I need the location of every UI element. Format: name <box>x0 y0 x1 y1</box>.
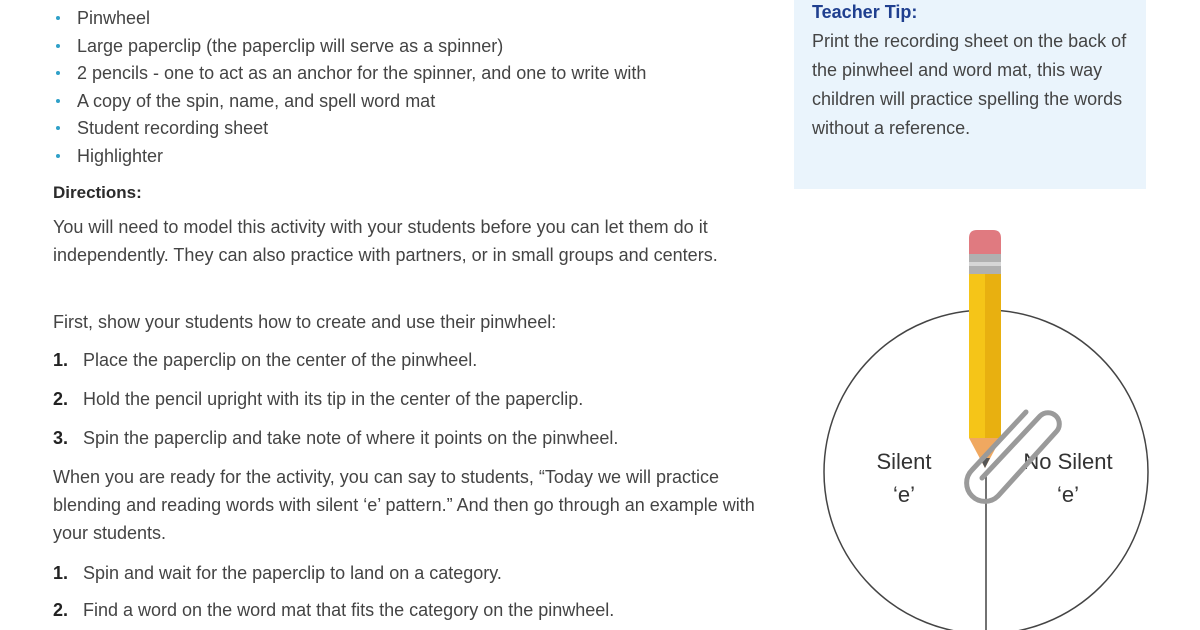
silent-e-label: Silent <box>876 449 932 474</box>
list-item: Student recording sheet <box>53 115 646 143</box>
silent-e-label-e: ‘e’ <box>892 482 916 507</box>
list-item: 2 pencils - one to act as an anchor for the spinner, and one to write with <box>53 60 646 88</box>
directions-ready: When you are ready for the activity, you can say to students, “Today we will practice blending and reading words with silent ‘e’ pattern.” And then go through an example with your students. <box>53 467 755 543</box>
bullet-icon <box>56 44 60 48</box>
bullet-icon <box>56 154 60 158</box>
pencil-icon <box>969 230 1001 468</box>
teacher-tip-box <box>794 0 1146 189</box>
bullet-icon <box>56 99 60 103</box>
bullet-icon <box>56 71 60 75</box>
list-item: Large paperclip (the paperclip will serve as a spinner) <box>53 33 646 61</box>
step-item: 1. Spin and wait for the paperclip to land on a category. <box>53 563 502 583</box>
list-item: A copy of the spin, name, and spell word mat <box>53 88 646 116</box>
no-silent-e-label-e: ‘e’ <box>1056 482 1080 507</box>
bullet-icon <box>56 126 60 130</box>
step-item: 2. Hold the pencil upright with its tip in the center of the paperclip. <box>53 389 584 409</box>
step-item: 3. Spin the paperclip and take note of where it points on the pinwheel. <box>53 428 619 448</box>
directions-heading: Directions: <box>53 183 142 202</box>
step-item: 2. Find a word on the word mat that fits the category on the pinwheel. <box>53 600 615 620</box>
no-silent-e-label: No Silent <box>1023 449 1113 474</box>
materials-list <box>53 5 646 171</box>
pinwheel-illustration <box>800 220 1180 630</box>
bullet-icon <box>56 16 60 20</box>
directions-first: First, show your students how to create and use their pinwheel: <box>53 312 557 332</box>
list-item: Pinwheel <box>53 5 646 33</box>
teacher-tip-title: Teacher Tip: <box>812 2 918 22</box>
list-item: Highlighter <box>53 143 646 171</box>
step-item: 1. Place the paperclip on the center of the pinwheel. <box>53 350 478 370</box>
directions-intro: You will need to model this activity with your students before you can let them do it independently. They can also practice with partners, or in small groups and centers. <box>53 217 718 265</box>
teacher-tip-body: Print the recording sheet on the back of the pinwheel and word mat, this way children will practice spelling the words without a reference. <box>812 31 1127 138</box>
